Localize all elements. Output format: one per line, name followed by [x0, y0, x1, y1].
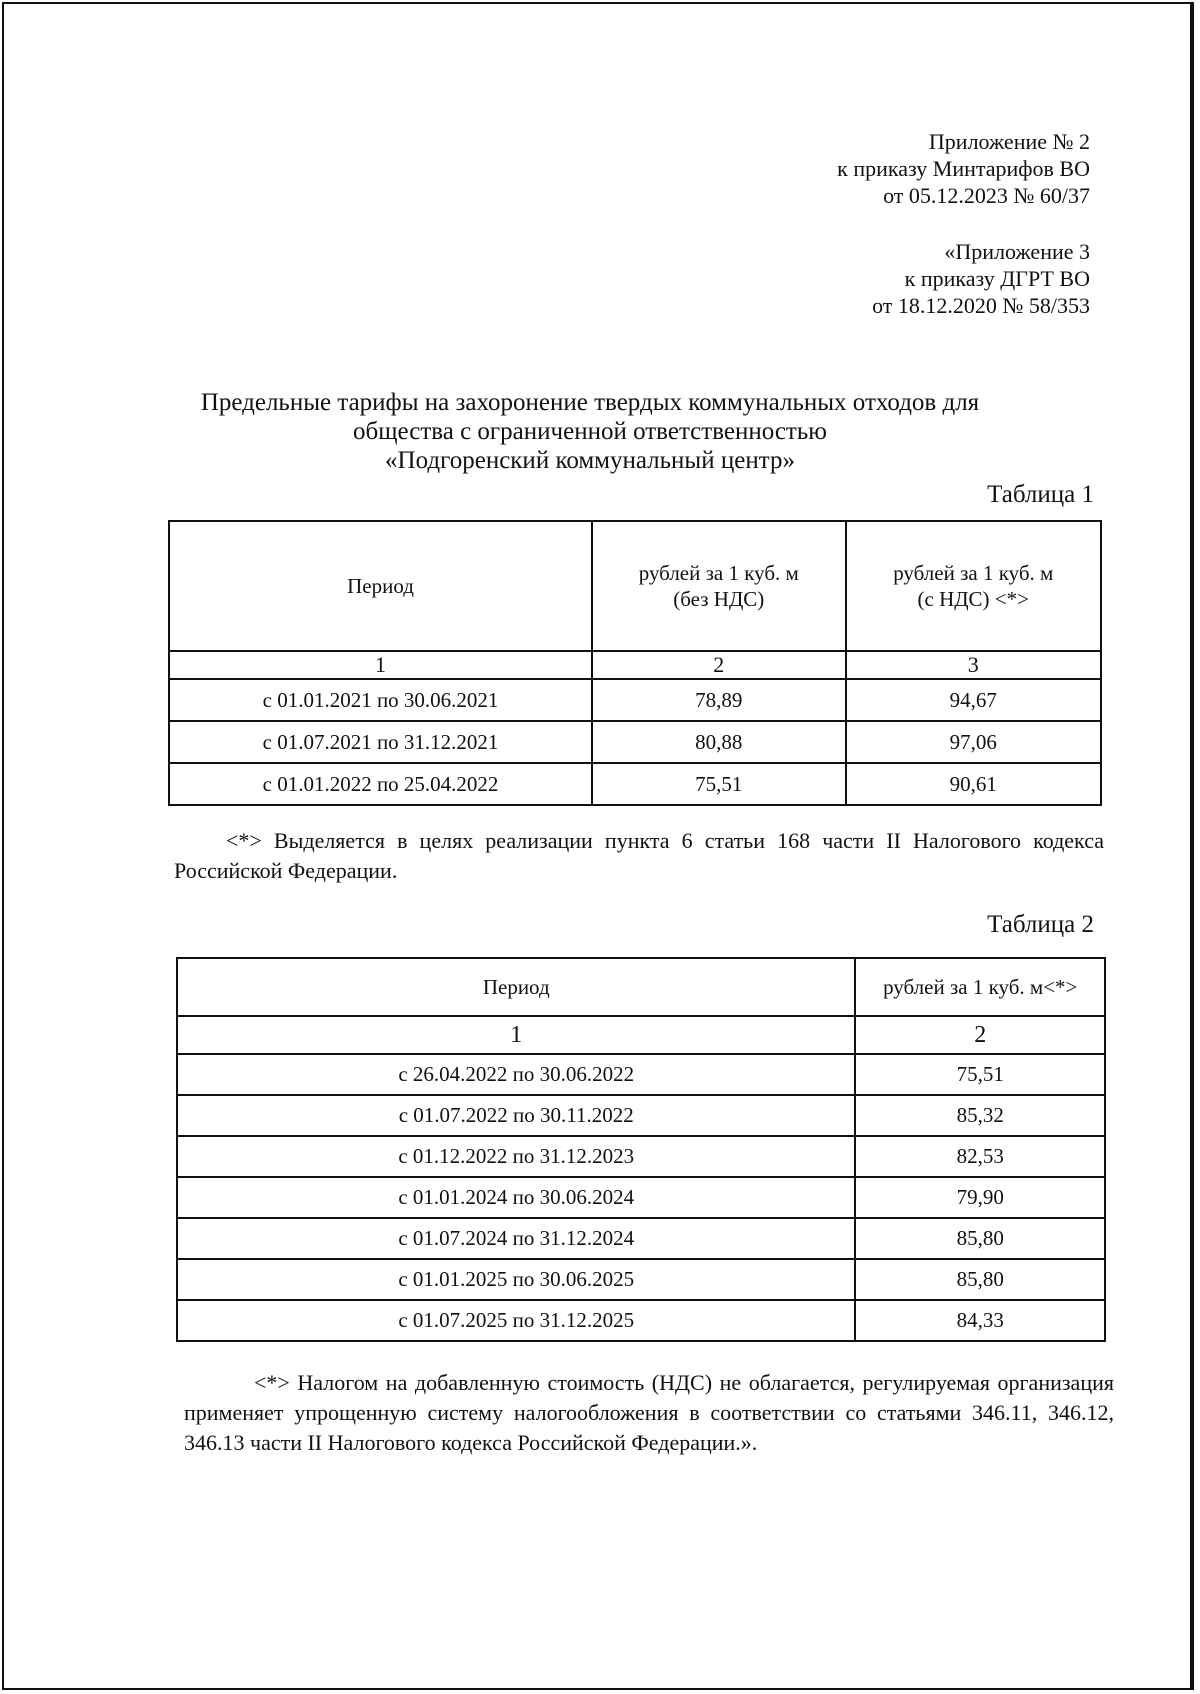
period-cell: с 01.07.2024 по 31.12.2024 — [177, 1218, 855, 1259]
price-cell: 85,32 — [855, 1095, 1105, 1136]
period-cell: с 01.07.2022 по 30.11.2022 — [177, 1095, 855, 1136]
footnote-tax-system: <*> Налогом на добавленную стоимость (НДС) не облагается, регулируемая организация применяет упрощенную систему налогообложения в соответствии со статьями 346.11, 346.12, 346.13 части II Налогового кодекса Российской Федерации.». — [184, 1370, 1114, 1455]
header-with-vat-line: (с НДС) <*> — [917, 587, 1029, 611]
prior-annex-reference — [872, 238, 1090, 319]
prior-annex-line: от 18.12.2020 № 58/353 — [872, 293, 1090, 318]
price-no-vat-cell: 80,88 — [592, 721, 845, 763]
annex-reference — [837, 128, 1090, 209]
period-cell: с 01.01.2022 по 25.04.2022 — [169, 763, 592, 805]
table-row — [177, 1095, 1105, 1136]
period-cell: с 01.07.2021 по 31.12.2021 — [169, 721, 592, 763]
header-no-vat-line: рублей за 1 куб. м — [638, 561, 799, 585]
annex-line: Приложение № 2 — [928, 129, 1090, 154]
price-with-vat-cell: 94,67 — [846, 679, 1101, 721]
price-cell: 84,33 — [855, 1300, 1105, 1341]
header-period: Период — [177, 958, 855, 1016]
price-cell: 79,90 — [855, 1177, 1105, 1218]
price-cell: 85,80 — [855, 1218, 1105, 1259]
price-with-vat-cell: 97,06 — [846, 721, 1101, 763]
footnote-vat: <*> Выделяется в целях реализации пункта 6 статьи 168 части II Налогового кодекса Российской Федерации. — [174, 828, 1104, 883]
header-price: рублей за 1 куб. м<*> — [855, 958, 1105, 1016]
table-row — [177, 1300, 1105, 1341]
column-number: 3 — [846, 651, 1101, 679]
title-line: «Подгоренский коммунальный центр» — [385, 447, 795, 474]
header-period: Период — [169, 521, 592, 651]
price-cell: 82,53 — [855, 1136, 1105, 1177]
title-line: Предельные тарифы на захоронение твердых коммунальных отходов для — [200, 389, 980, 416]
tariff-table-1 — [168, 520, 1102, 806]
header-with-vat — [846, 521, 1101, 651]
price-no-vat-cell: 78,89 — [592, 679, 845, 721]
table-row — [169, 721, 1101, 763]
table-header-row — [169, 521, 1101, 651]
tariff-table-2 — [176, 957, 1106, 1342]
table-row — [177, 1259, 1105, 1300]
period-cell: с 01.01.2021 по 30.06.2021 — [169, 679, 592, 721]
table-row — [177, 1218, 1105, 1259]
document-title — [150, 388, 1030, 475]
table-header-row — [177, 958, 1105, 1016]
header-no-vat-line: (без НДС) — [673, 587, 765, 611]
period-cell: с 01.07.2025 по 31.12.2025 — [177, 1300, 855, 1341]
column-number: 1 — [169, 651, 592, 679]
column-number-row — [177, 1016, 1105, 1054]
column-number-row — [169, 651, 1101, 679]
table-row — [169, 763, 1101, 805]
table1-caption: Таблица 1 — [987, 481, 1094, 508]
period-cell: с 26.04.2022 по 30.06.2022 — [177, 1054, 855, 1095]
prior-annex-line: «Приложение 3 — [944, 239, 1090, 264]
period-cell: с 01.12.2022 по 31.12.2023 — [177, 1136, 855, 1177]
price-cell: 75,51 — [855, 1054, 1105, 1095]
prior-annex-line: к приказу ДГРТ ВО — [904, 266, 1090, 291]
annex-line: от 05.12.2023 № 60/37 — [883, 183, 1090, 208]
table-row — [169, 679, 1101, 721]
header-no-vat — [592, 521, 845, 651]
price-no-vat-cell: 75,51 — [592, 763, 845, 805]
column-number: 2 — [592, 651, 845, 679]
price-with-vat-cell: 90,61 — [846, 763, 1101, 805]
column-number: 2 — [855, 1016, 1105, 1054]
column-number: 1 — [177, 1016, 855, 1054]
period-cell: с 01.01.2024 по 30.06.2024 — [177, 1177, 855, 1218]
table2-caption: Таблица 2 — [987, 911, 1094, 938]
table-row — [177, 1136, 1105, 1177]
header-with-vat-line: рублей за 1 куб. м — [893, 561, 1054, 585]
table-row — [177, 1177, 1105, 1218]
title-line: общества с ограниченной ответственностью — [353, 418, 827, 445]
annex-line: к приказу Минтарифов ВО — [837, 156, 1090, 181]
table-row — [177, 1054, 1105, 1095]
price-cell: 85,80 — [855, 1259, 1105, 1300]
period-cell: с 01.01.2025 по 30.06.2025 — [177, 1259, 855, 1300]
